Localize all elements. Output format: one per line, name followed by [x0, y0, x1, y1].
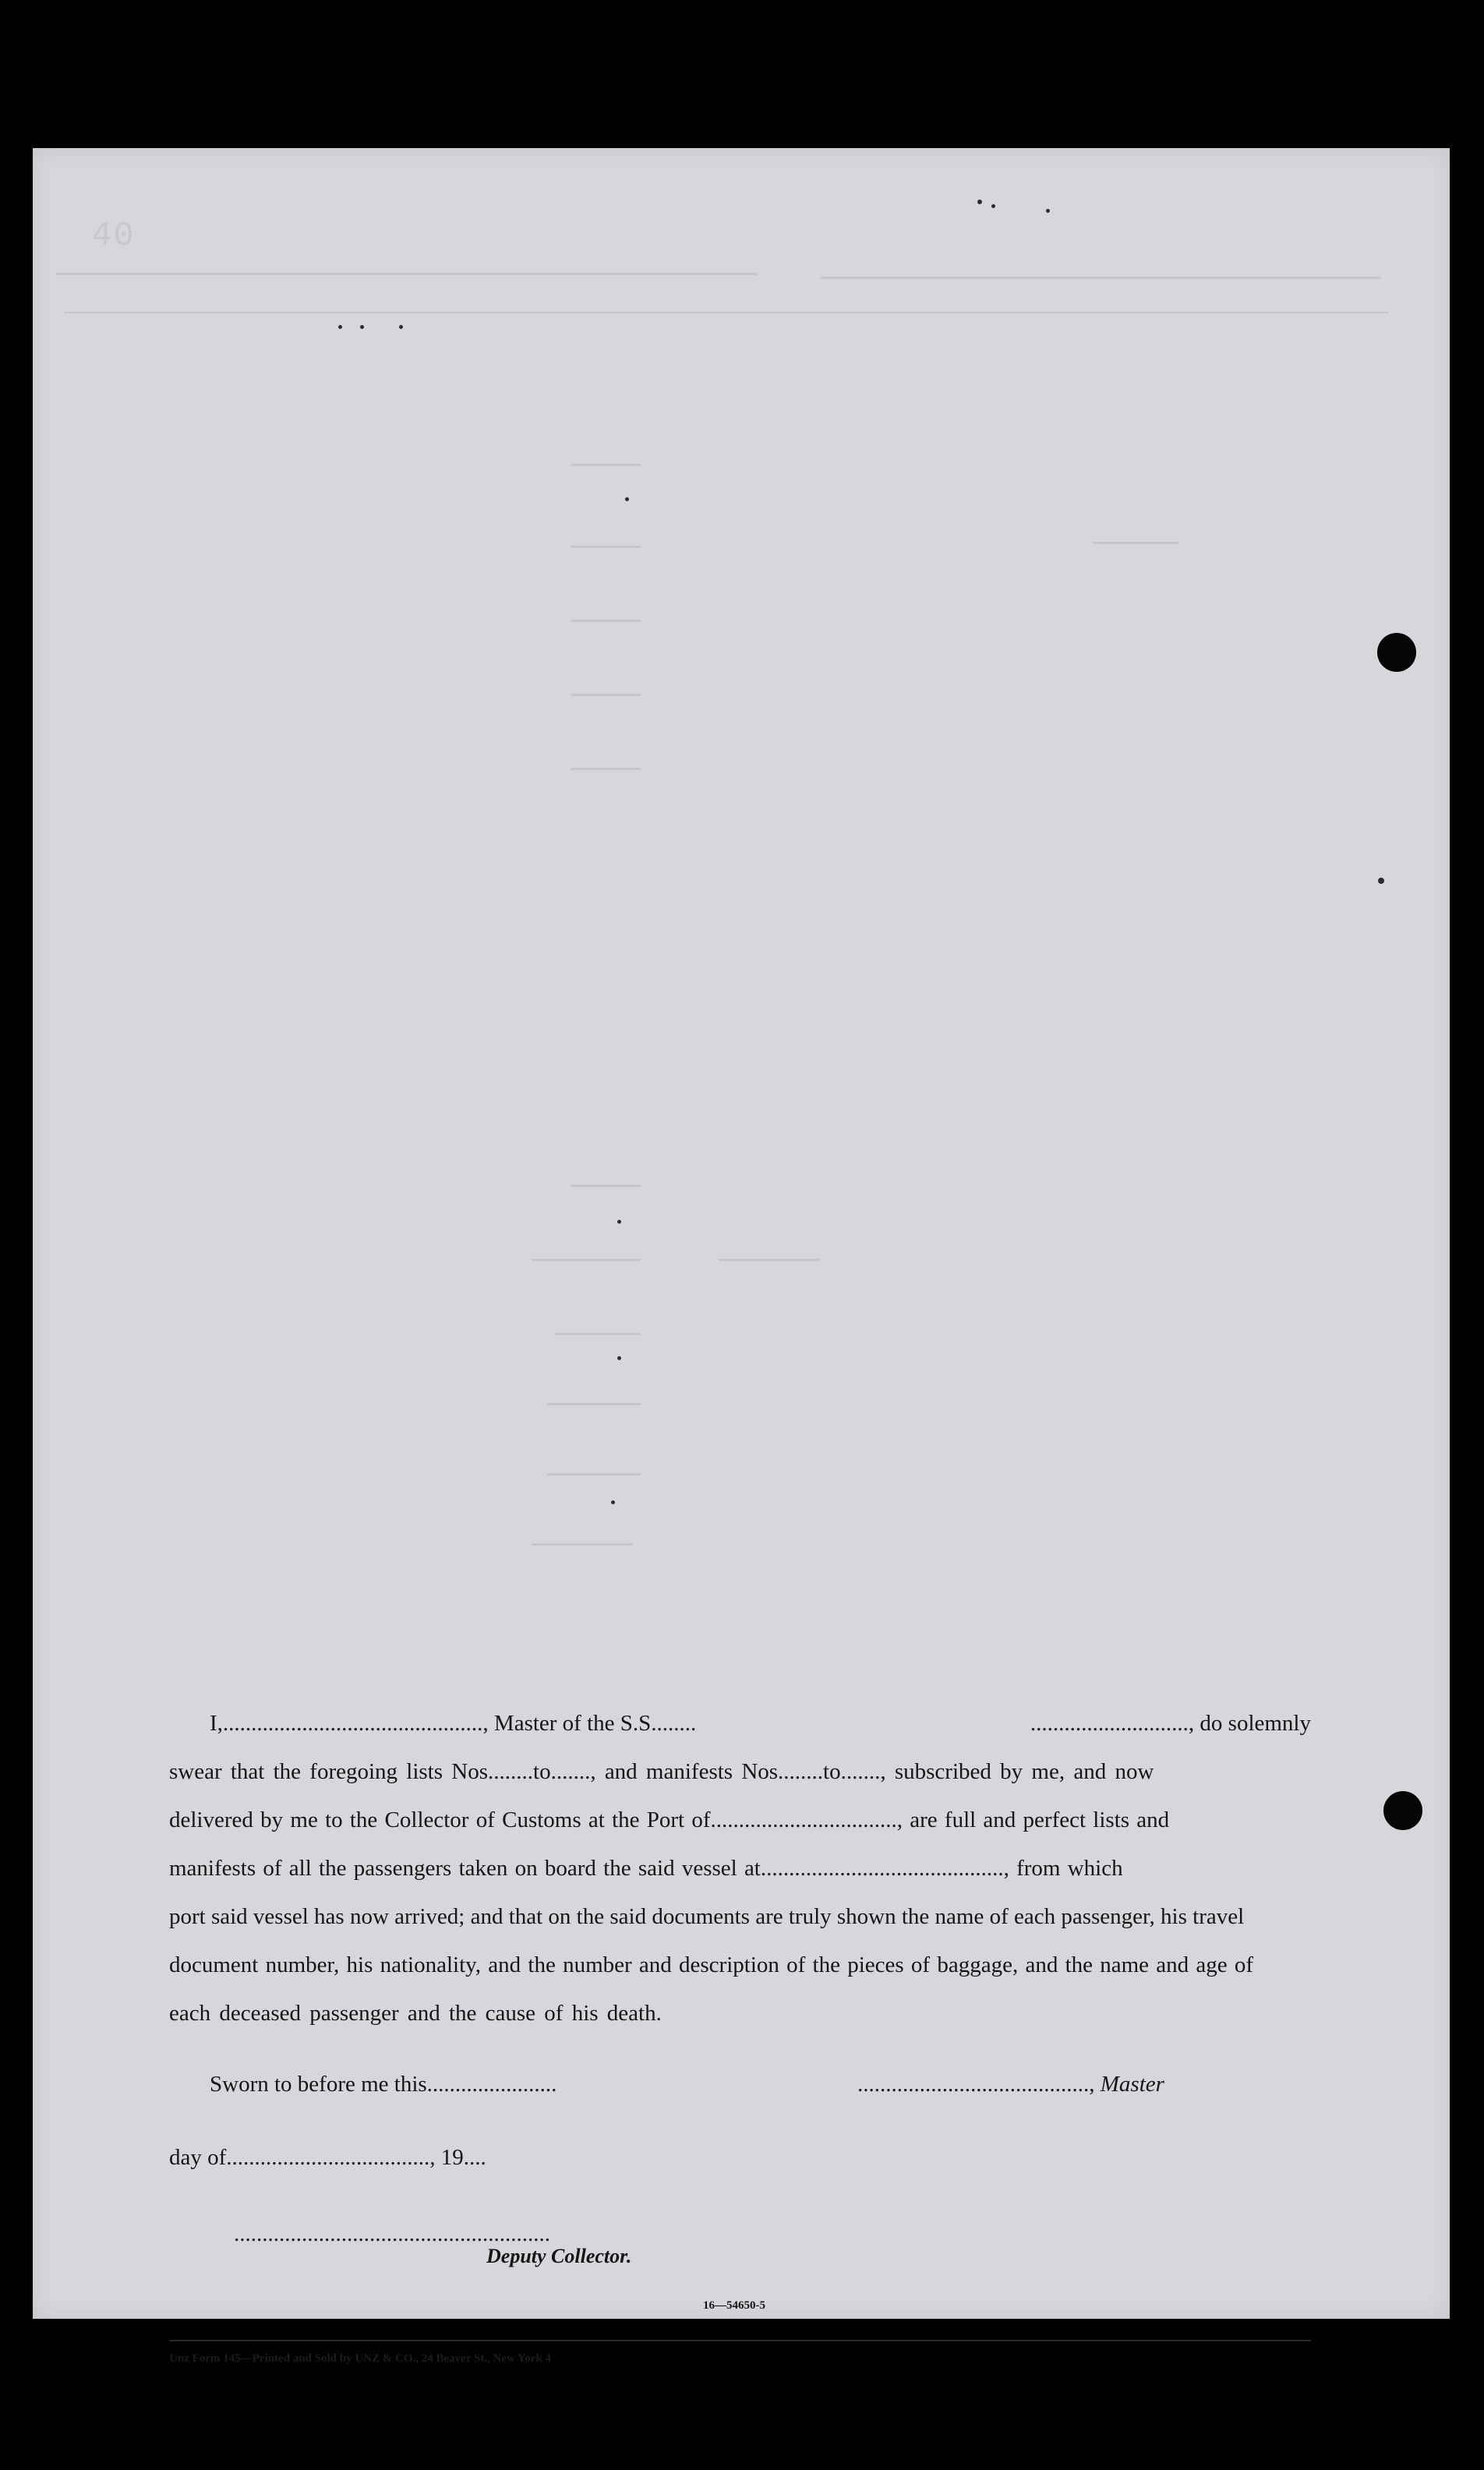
sworn-before-line: Sworn to before me this....................... [210, 2072, 557, 2097]
speck [625, 497, 629, 501]
printer-imprint: Unz Form 145—Printed and Sold by UNZ & CO., 24 Beaver St., New York 4 [169, 2352, 551, 2365]
master-signature-dots: ........................................., [857, 2072, 1101, 2097]
bleed-through-line [56, 273, 758, 275]
bleed-through-mark [547, 1473, 641, 1475]
affidavit-text [169, 1699, 1311, 2037]
affidavit-line-text: delivered by me to the Collector of Customs at the Port of................................., are full and perfect lists and [169, 1807, 1170, 1832]
affidavit-line-text: manifests of all the passengers taken on board the said vessel at..........................................., from which [169, 1856, 1123, 1881]
bleed-through-mark [719, 1259, 820, 1261]
affidavit-line [169, 1796, 1311, 1844]
affidavit-line-text: port said vessel has now arrived; and that on the said documents are truly shown the name of each passenger, his travel [169, 1904, 1245, 1929]
bleed-through-mark [532, 1259, 641, 1261]
speck [991, 204, 995, 208]
affidavit-line [169, 1941, 1311, 1989]
bleed-through-mark [547, 1403, 641, 1405]
bleed-through-line [64, 312, 1389, 313]
bleed-through-mark [571, 1185, 641, 1187]
document-page [33, 148, 1450, 2365]
bleed-through-mark [571, 768, 641, 770]
bleed-through-line [820, 277, 1381, 279]
bleed-through-mark [571, 620, 641, 622]
bleed-through-mark [571, 694, 641, 696]
affidavit-line-text: document number, his nationality, and the number and description of the pieces of baggage, and the name and age of [169, 1952, 1254, 1977]
affidavit-line [169, 1747, 1311, 1796]
speck [611, 1500, 615, 1504]
punch-hole [1377, 633, 1416, 672]
collector-signature-dots: ........................................................ [234, 2221, 550, 2246]
day-of-line: day of...................................., 19.... [169, 2145, 486, 2170]
deputy-collector-label: Deputy Collector. [486, 2245, 632, 2267]
affidavit-line-text: swear that the foregoing lists Nos........to......., and manifests Nos........to......., subscribed by me, and now [169, 1759, 1154, 1784]
speck [399, 325, 403, 329]
affidavit-line [169, 1892, 1311, 1941]
affidavit-line-start: I,.............................................., Master of the S.S........ [210, 1711, 697, 1736]
speck [1046, 209, 1050, 213]
speck [338, 325, 342, 329]
speck [617, 1356, 621, 1360]
affidavit-line [169, 1989, 1311, 2037]
affidavit-line-text: each deceased passenger and the cause of his death. [169, 2001, 662, 2026]
footer-rule [169, 2340, 1311, 2341]
master-signature-line [857, 2072, 1164, 2097]
bleed-through-mark [532, 1543, 633, 1546]
bleed-through-number: 40 [91, 217, 136, 256]
bleed-through-mark [555, 1333, 641, 1335]
bleed-through-mark [571, 464, 641, 466]
speck [977, 200, 982, 204]
speck [617, 1220, 621, 1224]
master-label: Master [1100, 2072, 1164, 2097]
affidavit-line [169, 1844, 1311, 1892]
form-number: 16—54650-5 [703, 2299, 765, 2312]
speck [360, 325, 364, 329]
speck [1378, 878, 1384, 884]
affidavit-line-end: ............................, do solemnly [1030, 1711, 1311, 1736]
punch-hole [1383, 1791, 1422, 1830]
bleed-through-mark [571, 546, 641, 548]
affidavit-line [169, 1699, 1311, 1747]
bleed-through-mark [1093, 542, 1178, 544]
